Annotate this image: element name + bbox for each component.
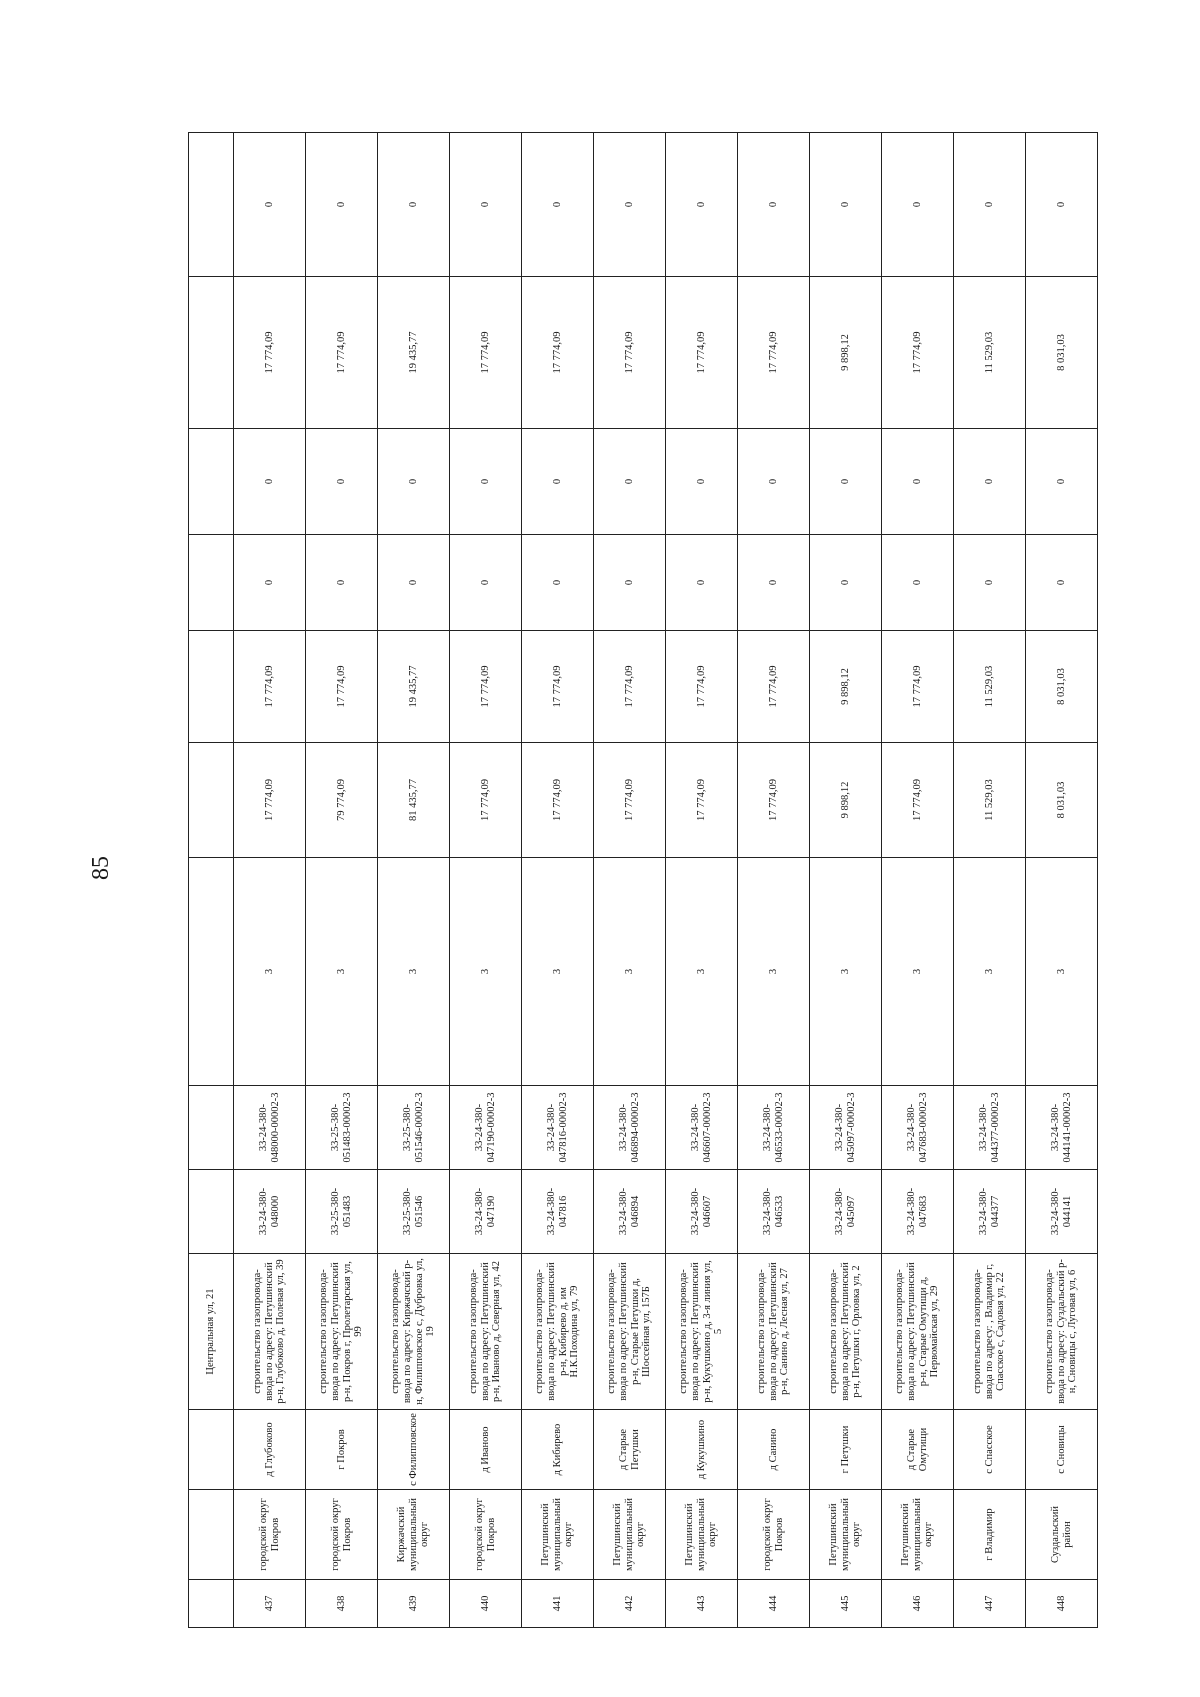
description-cell: строительство газопровода-ввода по адресу: Петушинский р-н, Покров г, Пролетарская ул, 99 [306, 1254, 378, 1410]
rotated-table-container [188, 133, 1079, 1628]
category-cell: 3 [666, 858, 738, 1086]
header-cell [189, 1580, 234, 1628]
value-cell-4: 0 [1026, 429, 1098, 535]
settlement-cell: д Санино [738, 1410, 810, 1490]
municipality-cell: Петушинский муниципальный округ [882, 1490, 954, 1580]
value-cell-5: 17 774,09 [234, 277, 306, 429]
settlement-cell: д Глубоково [234, 1410, 306, 1490]
value-cell-1: 81 435,77 [378, 743, 450, 858]
header-address-fragment: Центральная ул, 21 [189, 1254, 234, 1410]
municipality-cell: Суздальский район [1026, 1490, 1098, 1580]
settlement-cell: д Старые Петушки [594, 1410, 666, 1490]
application-code-cell: 33-24-380-046533-00002-3 [738, 1086, 810, 1170]
value-cell-6: 0 [738, 133, 810, 277]
value-cell-6: 0 [234, 133, 306, 277]
application-code-cell: 33-24-380-044377-00002-3 [954, 1086, 1026, 1170]
table-row [810, 133, 882, 1628]
cadastral-code-cell: 33-24-380-047683 [882, 1170, 954, 1254]
value-cell-6: 0 [882, 133, 954, 277]
header-cell [189, 743, 234, 858]
settlement-cell: с Сновицы [1026, 1410, 1098, 1490]
value-cell-2: 17 774,09 [522, 631, 594, 743]
description-cell: строительство газопровода-ввода по адресу: Петушинский р-н, Кукушкино д, 3-я линия ул, 5 [666, 1254, 738, 1410]
row-number: 441 [522, 1580, 594, 1628]
value-cell-5: 9 898,12 [810, 277, 882, 429]
value-cell-3: 0 [306, 535, 378, 631]
cadastral-code-cell: 33-24-380-046894 [594, 1170, 666, 1254]
application-code-cell: 33-25-380-051546-00002-3 [378, 1086, 450, 1170]
value-cell-1: 17 774,09 [594, 743, 666, 858]
table-row [738, 133, 810, 1628]
page-number: 85 [88, 856, 114, 880]
gas-pipeline-table [188, 132, 1098, 1628]
value-cell-4: 0 [306, 429, 378, 535]
value-cell-6: 0 [450, 133, 522, 277]
municipality-cell: городской округ Покров [234, 1490, 306, 1580]
row-number: 443 [666, 1580, 738, 1628]
value-cell-4: 0 [738, 429, 810, 535]
value-cell-3: 0 [666, 535, 738, 631]
value-cell-1: 79 774,09 [306, 743, 378, 858]
table-row [522, 133, 594, 1628]
header-cell [189, 429, 234, 535]
table-row [954, 133, 1026, 1628]
cadastral-code-cell: 33-24-380-047190 [450, 1170, 522, 1254]
description-cell: строительство газопровода-ввода по адресу: , Владимир г, Спасское с, Садовая ул, 22 [954, 1254, 1026, 1410]
application-code-cell: 33-24-380-046607-00002-3 [666, 1086, 738, 1170]
municipality-cell: городской округ Покров [738, 1490, 810, 1580]
value-cell-1: 17 774,09 [882, 743, 954, 858]
settlement-cell: д Иваново [450, 1410, 522, 1490]
table-row [666, 133, 738, 1628]
settlement-cell: д Старые Омутищи [882, 1410, 954, 1490]
application-code-cell: 33-24-380-047683-00002-3 [882, 1086, 954, 1170]
row-number: 447 [954, 1580, 1026, 1628]
value-cell-3: 0 [234, 535, 306, 631]
value-cell-6: 0 [378, 133, 450, 277]
description-cell: строительство газопровода-ввода по адресу: Петушинский р-н, Старые Петушки д, Шоссейная ул, 157Б [594, 1254, 666, 1410]
category-cell: 3 [882, 858, 954, 1086]
category-cell: 3 [234, 858, 306, 1086]
category-cell: 3 [378, 858, 450, 1086]
value-cell-4: 0 [522, 429, 594, 535]
category-cell: 3 [738, 858, 810, 1086]
table-row [1026, 133, 1098, 1628]
value-cell-1: 11 529,03 [954, 743, 1026, 858]
value-cell-1: 17 774,09 [522, 743, 594, 858]
value-cell-3: 0 [954, 535, 1026, 631]
value-cell-4: 0 [594, 429, 666, 535]
cadastral-code-cell: 33-24-380-047816 [522, 1170, 594, 1254]
row-number: 439 [378, 1580, 450, 1628]
description-cell: строительство газопровода-ввода по адресу: Петушинский р-н, Старые Омутищи д, Первомайская ул, 29 [882, 1254, 954, 1410]
header-cell [189, 631, 234, 743]
category-cell: 3 [522, 858, 594, 1086]
value-cell-1: 9 898,12 [810, 743, 882, 858]
header-cell [189, 277, 234, 429]
application-code-cell: 33-24-380-044141-00002-3 [1026, 1086, 1098, 1170]
category-cell: 3 [954, 858, 1026, 1086]
description-cell: строительство газопровода-ввода по адресу: Петушинский р-н, Санино д, Лесная ул, 27 [738, 1254, 810, 1410]
value-cell-4: 0 [954, 429, 1026, 535]
value-cell-5: 17 774,09 [882, 277, 954, 429]
description-cell: строительство газопровода-ввода по адресу: Петушинский р-н, Иваново д, Северная ул, 42 [450, 1254, 522, 1410]
value-cell-2: 17 774,09 [666, 631, 738, 743]
value-cell-4: 0 [810, 429, 882, 535]
header-cell [189, 1170, 234, 1254]
header-row [189, 133, 234, 1628]
value-cell-2: 17 774,09 [738, 631, 810, 743]
value-cell-6: 0 [954, 133, 1026, 277]
value-cell-2: 17 774,09 [594, 631, 666, 743]
header-cell [189, 1490, 234, 1580]
table-body [234, 133, 1098, 1628]
header-cell [189, 1410, 234, 1490]
municipality-cell: Петушинский муниципальный округ [810, 1490, 882, 1580]
description-cell: строительство газопровода-ввода по адресу: Суздальский р-н, Сновицы с, Луговая ул, 6 [1026, 1254, 1098, 1410]
category-cell: 3 [306, 858, 378, 1086]
value-cell-1: 17 774,09 [666, 743, 738, 858]
value-cell-5: 17 774,09 [594, 277, 666, 429]
cadastral-code-cell: 33-24-380-044141 [1026, 1170, 1098, 1254]
row-number: 437 [234, 1580, 306, 1628]
application-code-cell: 33-24-380-048000-00002-3 [234, 1086, 306, 1170]
value-cell-4: 0 [882, 429, 954, 535]
value-cell-1: 8 031,03 [1026, 743, 1098, 858]
value-cell-5: 19 435,77 [378, 277, 450, 429]
value-cell-3: 0 [738, 535, 810, 631]
settlement-cell: д Кукушкино [666, 1410, 738, 1490]
cadastral-code-cell: 33-24-380-046607 [666, 1170, 738, 1254]
value-cell-2: 17 774,09 [450, 631, 522, 743]
value-cell-5: 17 774,09 [450, 277, 522, 429]
table-row [378, 133, 450, 1628]
value-cell-2: 17 774,09 [882, 631, 954, 743]
value-cell-2: 17 774,09 [234, 631, 306, 743]
application-code-cell: 33-25-380-051483-00002-3 [306, 1086, 378, 1170]
cadastral-code-cell: 33-25-380-051546 [378, 1170, 450, 1254]
header-cell [189, 858, 234, 1086]
value-cell-6: 0 [810, 133, 882, 277]
row-number: 440 [450, 1580, 522, 1628]
value-cell-1: 17 774,09 [234, 743, 306, 858]
description-cell: строительство газопровода-ввода по адресу: Петушинский р-н, Кибирево д, им Н.К.Походина ул, 79 [522, 1254, 594, 1410]
value-cell-4: 0 [666, 429, 738, 535]
value-cell-5: 17 774,09 [738, 277, 810, 429]
application-code-cell: 33-24-380-047190-00002-3 [450, 1086, 522, 1170]
value-cell-4: 0 [234, 429, 306, 535]
value-cell-3: 0 [594, 535, 666, 631]
value-cell-4: 0 [378, 429, 450, 535]
settlement-cell: г Покров [306, 1410, 378, 1490]
value-cell-3: 0 [1026, 535, 1098, 631]
value-cell-6: 0 [666, 133, 738, 277]
value-cell-2: 17 774,09 [306, 631, 378, 743]
row-number: 438 [306, 1580, 378, 1628]
settlement-cell: с Спасское [954, 1410, 1026, 1490]
value-cell-3: 0 [378, 535, 450, 631]
value-cell-6: 0 [1026, 133, 1098, 277]
cadastral-code-cell: 33-24-380-045097 [810, 1170, 882, 1254]
cadastral-code-cell: 33-24-380-044377 [954, 1170, 1026, 1254]
value-cell-3: 0 [882, 535, 954, 631]
description-cell: строительство газопровода-ввода по адресу: Киржачский р-н, Филипповское с, Дубровка ул, 19 [378, 1254, 450, 1410]
category-cell: 3 [450, 858, 522, 1086]
municipality-cell: Петушинский муниципальный округ [522, 1490, 594, 1580]
description-cell: строительство газопровода-ввода по адресу: Петушинский р-н, Глубоково д, Полевая ул, 39 [234, 1254, 306, 1410]
table-row [234, 133, 306, 1628]
municipality-cell: Киржачский муниципальный округ [378, 1490, 450, 1580]
value-cell-5: 17 774,09 [522, 277, 594, 429]
row-number: 442 [594, 1580, 666, 1628]
value-cell-1: 17 774,09 [450, 743, 522, 858]
value-cell-3: 0 [450, 535, 522, 631]
application-code-cell: 33-24-380-047816-00002-3 [522, 1086, 594, 1170]
value-cell-6: 0 [594, 133, 666, 277]
cadastral-code-cell: 33-24-380-048000 [234, 1170, 306, 1254]
category-cell: 3 [810, 858, 882, 1086]
value-cell-1: 17 774,09 [738, 743, 810, 858]
municipality-cell: Петушинский муниципальный округ [666, 1490, 738, 1580]
application-code-cell: 33-24-380-045097-00002-3 [810, 1086, 882, 1170]
municipality-cell: г Владимир [954, 1490, 1026, 1580]
row-number: 444 [738, 1580, 810, 1628]
value-cell-3: 0 [810, 535, 882, 631]
value-cell-5: 17 774,09 [666, 277, 738, 429]
value-cell-2: 8 031,03 [1026, 631, 1098, 743]
value-cell-2: 9 898,12 [810, 631, 882, 743]
settlement-cell: д Кибирево [522, 1410, 594, 1490]
category-cell: 3 [594, 858, 666, 1086]
value-cell-3: 0 [522, 535, 594, 631]
table-row [594, 133, 666, 1628]
row-number: 448 [1026, 1580, 1098, 1628]
header-cell [189, 1086, 234, 1170]
value-cell-5: 8 031,03 [1026, 277, 1098, 429]
category-cell: 3 [1026, 858, 1098, 1086]
value-cell-6: 0 [306, 133, 378, 277]
description-cell: строительство газопровода-ввода по адресу: Петушинский р-н, Петушки г, Орловка ул, 2 [810, 1254, 882, 1410]
value-cell-5: 17 774,09 [306, 277, 378, 429]
value-cell-5: 11 529,03 [954, 277, 1026, 429]
cadastral-code-cell: 33-24-380-046533 [738, 1170, 810, 1254]
value-cell-4: 0 [450, 429, 522, 535]
settlement-cell: г Петушки [810, 1410, 882, 1490]
header-cell [189, 133, 234, 277]
cadastral-code-cell: 33-25-380-051483 [306, 1170, 378, 1254]
settlement-cell: с Филипповское [378, 1410, 450, 1490]
municipality-cell: городской округ Покров [306, 1490, 378, 1580]
value-cell-2: 11 529,03 [954, 631, 1026, 743]
row-number: 446 [882, 1580, 954, 1628]
table-row [450, 133, 522, 1628]
application-code-cell: 33-24-380-046894-00002-3 [594, 1086, 666, 1170]
row-number: 445 [810, 1580, 882, 1628]
table-row [306, 133, 378, 1628]
value-cell-2: 19 435,77 [378, 631, 450, 743]
value-cell-6: 0 [522, 133, 594, 277]
municipality-cell: Петушинский муниципальный округ [594, 1490, 666, 1580]
table-row [882, 133, 954, 1628]
header-cell [189, 535, 234, 631]
municipality-cell: городской округ Покров [450, 1490, 522, 1580]
